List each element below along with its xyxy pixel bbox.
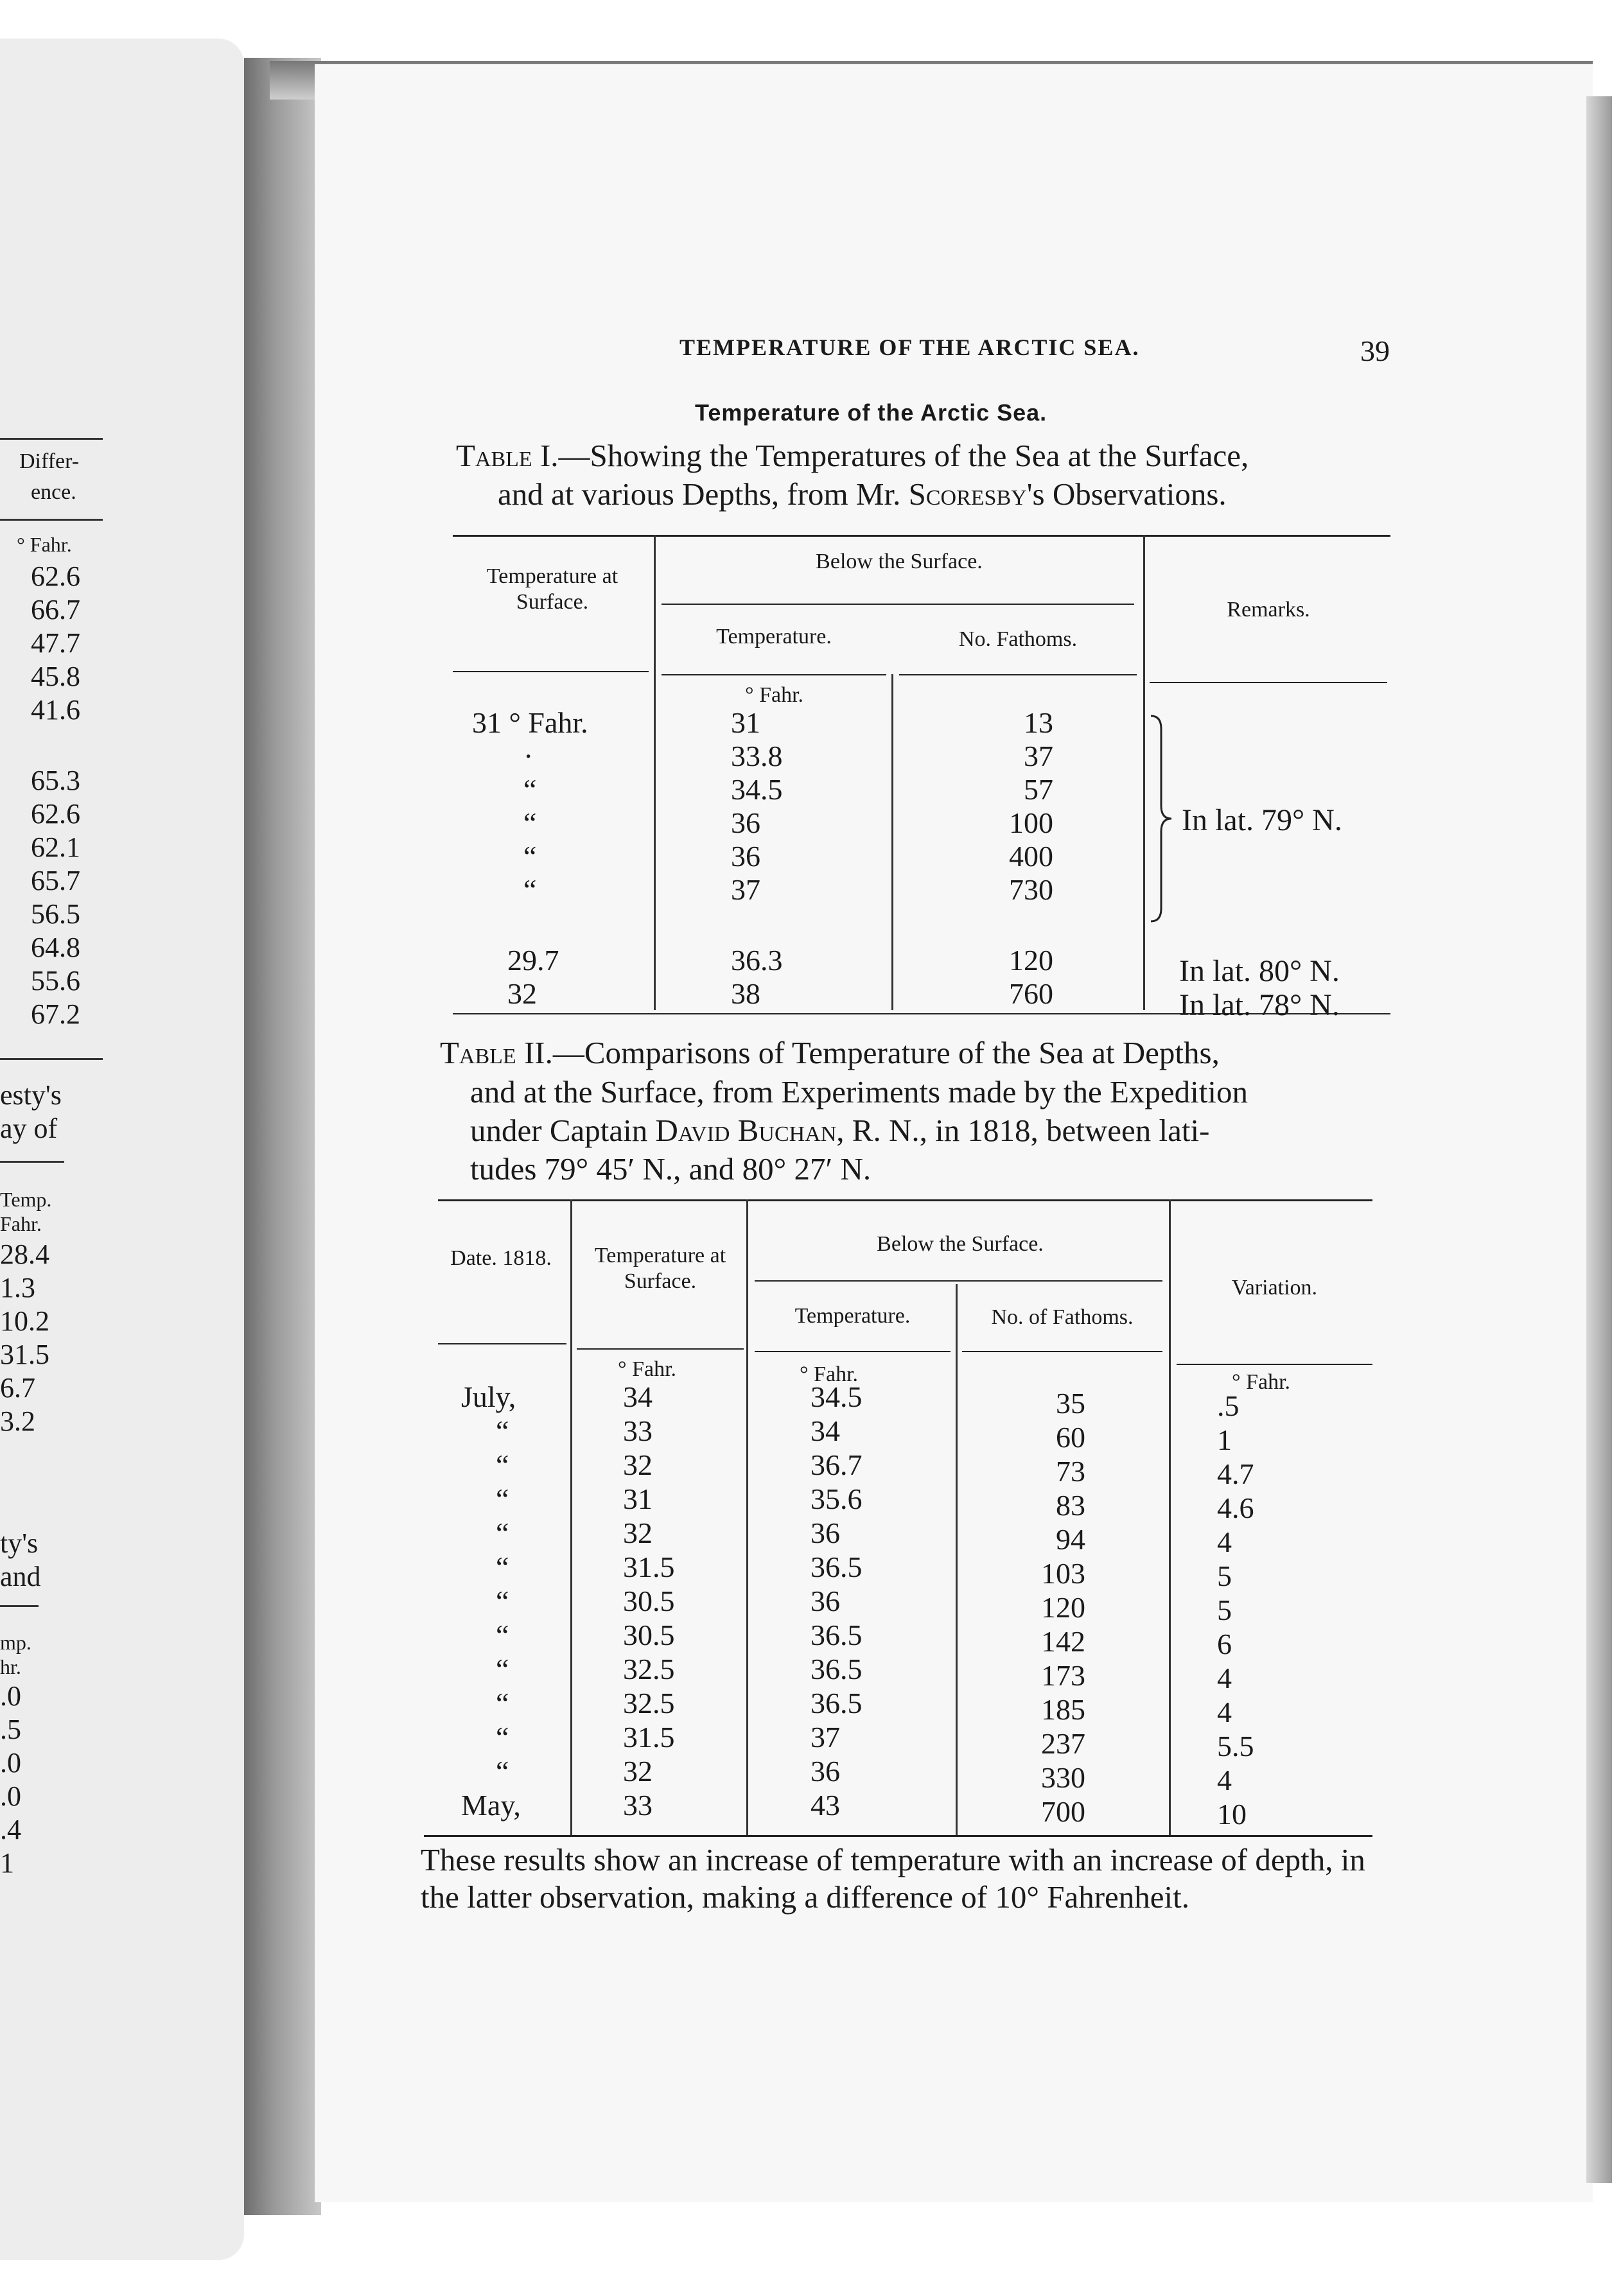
table1-header-rule [899,674,1137,675]
table2-cell-temperature: 36 [810,1755,840,1787]
left-rule [0,1605,39,1607]
table1-unit: ° Fahr. [745,683,804,707]
table1-col-divider [891,674,893,1010]
left-value: .0 [0,1680,21,1712]
left-text-fragment: esty's [0,1079,62,1111]
left-value: 1.3 [0,1272,35,1303]
table1-caption-text: —Showing the Temperatures of the Sea at the Surface, [558,438,1249,473]
table2-cell-variation: 5.5 [1217,1730,1254,1762]
table2-cell-date: July, [461,1380,516,1413]
table2-col-divider [570,1199,572,1835]
table2-cell-temperature: 34 [810,1414,840,1447]
table1-cell-surface: · [523,740,534,772]
table1-caption-text: 's Observations. [1026,476,1227,512]
table2-unit-surface: ° Fahr. [618,1357,677,1381]
table1-cell-temperature: 31 [731,706,760,739]
table2-header-surface: Temperature at Surface. [594,1244,726,1293]
table2-caption-text: , R. N., in 1818, between lati- [836,1113,1210,1148]
table1-cell-temperature: 33.8 [731,740,783,772]
left-value: 41.6 [31,694,80,726]
left-value: 55.6 [31,965,80,996]
table2-cell-variation: 10 [1217,1798,1247,1831]
left-header: Fahr. [0,1212,42,1235]
left-rule [0,519,103,521]
table1-cell-surface: 31 ° Fahr. [472,706,588,739]
table2-cell-variation: 5 [1217,1594,1232,1626]
table2-cell-surface: 33 [623,1789,653,1822]
running-head: TEMPERATURE OF THE ARCTIC SEA. [679,335,1140,360]
table2-cell-temperature: 36.5 [810,1551,863,1583]
table2-cell-date: “ [496,1755,509,1787]
table2-cell-temperature: 36 [810,1585,840,1617]
table2-cell-fathoms: 83 [1056,1489,1085,1522]
table2-cell-surface: 32.5 [623,1653,675,1685]
table2-cell-surface: 31.5 [623,1551,675,1583]
table1-cell-temperature: 36.3 [731,944,783,977]
table2-label: Table II. [440,1035,553,1070]
table2-cell-date: “ [496,1448,509,1481]
table1-cell-fathoms: 120 [1009,944,1053,977]
table2-cell-date: “ [496,1585,509,1617]
table2-cell-date: “ [496,1517,509,1549]
left-value: .0 [0,1747,21,1779]
table2-cell-variation: 6 [1217,1628,1232,1660]
left-value: 1 [0,1847,14,1879]
table2-cell-surface: 32 [623,1517,653,1549]
table2-cell-temperature: 36.5 [810,1619,863,1651]
table2-cell-surface: 33 [623,1414,653,1447]
table2-header-rule [438,1343,566,1344]
table1-sub-rule [662,604,1134,605]
table2-cell-fathoms: 60 [1056,1421,1085,1454]
table1-cell-temperature: 38 [731,977,760,1010]
table2-header-rule [577,1348,744,1350]
table1-header-temperature: Temperature. [716,625,832,648]
section-subtitle: Temperature of the Arctic Sea. [695,399,1047,426]
table2-cell-variation: .5 [1217,1389,1240,1422]
left-text-fragment: ay of [0,1113,58,1144]
table2-cell-variation: 1 [1217,1423,1232,1456]
table2-cell-fathoms: 120 [1041,1591,1085,1624]
table1-cell-fathoms: 13 [1024,706,1053,739]
table2-caption-text: —Comparisons of Temperature of the Sea at Depths, [552,1035,1220,1070]
table2-cell-surface: 30.5 [623,1619,675,1651]
table2-cell-fathoms: 173 [1041,1659,1085,1692]
table2-cell-date: “ [496,1483,509,1515]
table2-header-variation: Variation. [1231,1276,1318,1300]
table1-cell-surface: 29.7 [507,944,559,977]
table2-cell-surface: 30.5 [623,1585,675,1617]
table2-cell-temperature: 43 [810,1789,840,1822]
left-header: mp. [0,1631,31,1654]
left-value: 28.4 [0,1239,49,1270]
left-rule [0,1161,64,1163]
table2-header-rule [1177,1364,1372,1365]
left-header: Temp. [0,1188,52,1211]
table1-cell-fathoms: 400 [1009,840,1053,873]
table2-cell-variation: 5 [1217,1560,1232,1592]
table1-remark: In lat. 79° N. [1182,803,1342,837]
table2-cell-date: “ [496,1619,509,1651]
left-value: 31.5 [0,1339,49,1370]
left-text-fragment: ty's [0,1527,39,1559]
left-value: 67.2 [31,998,80,1030]
table2-cell-surface: 32 [623,1755,653,1787]
table2-cell-fathoms: 142 [1041,1625,1085,1658]
table2-col-divider [746,1199,748,1835]
left-value: 64.8 [31,932,80,963]
table1-cell-fathoms: 37 [1024,740,1053,772]
left-value: 45.8 [31,661,80,692]
table2-cell-variation: 4.6 [1217,1492,1254,1524]
table1-cell-fathoms: 100 [1009,806,1053,839]
table2-col-divider [1169,1199,1171,1835]
left-value: 6.7 [0,1372,35,1404]
table2-col-divider [956,1284,958,1835]
table2-cell-fathoms: 94 [1056,1523,1085,1556]
table1-caption-line2 [498,472,1227,517]
table2-cell-temperature: 36.7 [810,1448,863,1481]
left-value: 56.5 [31,898,80,930]
table1-caption-text: and at various Depths, from Mr. [498,476,909,512]
book-gutter-shadow [244,58,321,2215]
left-rule [0,438,103,440]
table1-remark: In lat. 78° N. [1179,988,1340,1022]
left-header: Differ- [19,449,80,473]
table1-cell-temperature: 37 [731,873,760,906]
table1-top-rule [453,535,1390,537]
table2-cell-variation: 4 [1217,1696,1232,1728]
table2-header-rule [962,1351,1162,1352]
table2-cell-date: “ [496,1653,509,1685]
left-value: 65.3 [31,765,80,796]
table2-cell-temperature: 35.6 [810,1483,863,1515]
left-value: .4 [0,1814,21,1845]
table2-unit-temperature: ° Fahr. [800,1362,859,1386]
table2-cell-surface: 31.5 [623,1721,675,1753]
closing-paragraph: These results show an increase of temperature with an increase of depth, in the latter observation, making a difference of 10° Fahrenheit. [421,1842,1365,1915]
left-unit: ° Fahr. [17,533,72,556]
left-value: 65.7 [31,865,80,896]
left-value: 62.1 [31,831,80,863]
table2-header-temperature: Temperature. [794,1304,911,1328]
table2-cell-temperature: 37 [810,1721,840,1753]
table1-cell-surface: “ [523,840,537,873]
left-value: 62.6 [31,561,80,592]
table2-header-fathoms: No. of Fathoms. [991,1305,1134,1329]
table2-cell-surface: 34 [623,1380,653,1413]
table1-cell-fathoms: 760 [1009,977,1053,1010]
table2-cell-fathoms: 330 [1041,1761,1085,1794]
table1-header-rule [1150,682,1387,683]
table1-cell-temperature: 36 [731,806,760,839]
table2-cell-surface: 32.5 [623,1687,675,1719]
left-text-fragment: and [0,1561,41,1592]
left-value: 3.2 [0,1405,35,1437]
left-value: 47.7 [31,627,80,659]
table2-header-below: Below the Surface. [877,1232,1044,1256]
table2-caption-line2: and at the Surface, from Experiments made by the Expedition [470,1074,1249,1109]
table1-caption-name: Scoresby [908,476,1027,512]
table2-cell-variation: 4 [1217,1526,1232,1558]
table1-cell-fathoms: 730 [1009,873,1053,906]
left-value: 62.6 [31,798,80,830]
table2-cell-temperature: 36.5 [810,1653,863,1685]
table1-header-fathoms: No. Fathoms. [958,627,1078,651]
table2-caption-name: David Buchan [655,1113,837,1148]
left-header: hr. [0,1655,21,1678]
table1-remark: In lat. 80° N. [1179,954,1340,988]
table2-cell-date: “ [496,1721,509,1753]
table2-cell-surface: 32 [623,1448,653,1481]
table2-cell-fathoms: 185 [1041,1693,1085,1726]
table2-caption-line1 [440,1031,1220,1075]
table2-cell-fathoms: 35 [1056,1387,1085,1420]
table2-cell-date: “ [496,1687,509,1719]
table2-header-date: Date. 1818. [450,1246,552,1270]
table2-cell-variation: 4 [1217,1764,1232,1796]
table1-cell-surface: “ [523,873,537,906]
table1-col-divider [654,535,656,1010]
table1-header-surface: Temperature at Surface. [486,564,618,614]
table1-brace [1150,713,1182,925]
table2-cell-fathoms: 700 [1041,1795,1085,1828]
left-header: ence. [31,480,76,504]
table2-cell-variation: 4 [1217,1662,1232,1694]
table2-top-rule [438,1199,1372,1201]
table2-cell-date: “ [496,1551,509,1583]
page-number: 39 [1360,335,1390,367]
table1-cell-surface: 32 [507,977,537,1010]
table1-col-divider [1143,535,1145,1010]
table1-label: Table I. [456,438,559,473]
table2-cell-fathoms: 237 [1041,1727,1085,1760]
table1-header-remarks: Remarks. [1227,598,1310,622]
table2-cell-temperature: 34.5 [810,1380,863,1413]
table2-bottom-rule [424,1835,1372,1837]
table1-header-rule [662,674,886,675]
table2-cell-temperature: 36.5 [810,1687,863,1719]
left-value: .5 [0,1714,21,1745]
table2-caption-line4: tudes 79° 45′ N., and 80° 27′ N. [470,1151,872,1187]
book-page-edges [1586,96,1612,2183]
table2-cell-surface: 31 [623,1483,653,1515]
table2-cell-fathoms: 73 [1056,1455,1085,1488]
left-value: 66.7 [31,594,80,625]
table1-cell-surface: “ [523,773,537,806]
table1-cell-temperature: 36 [731,840,760,873]
table2-cell-fathoms: 103 [1041,1557,1085,1590]
previous-page [0,39,244,2260]
table2-cell-date: May, [461,1789,521,1822]
table1-header-rule [453,671,649,672]
table1-header-below: Below the Surface. [816,550,983,573]
table1-cell-surface: “ [523,806,537,839]
table2-header-rule [755,1351,951,1352]
table2-caption-text: under Captain [470,1113,656,1148]
table2-cell-temperature: 36 [810,1517,840,1549]
table2-unit-variation: ° Fahr. [1232,1370,1291,1394]
left-value: 10.2 [0,1305,49,1337]
table2-sub-rule [755,1280,1162,1282]
left-value: .0 [0,1780,21,1812]
left-rule [0,1058,103,1060]
table2-cell-variation: 4.7 [1217,1457,1254,1490]
table2-cell-date: “ [496,1414,509,1447]
table1-cell-temperature: 34.5 [731,773,783,806]
table1-cell-fathoms: 57 [1024,773,1053,806]
